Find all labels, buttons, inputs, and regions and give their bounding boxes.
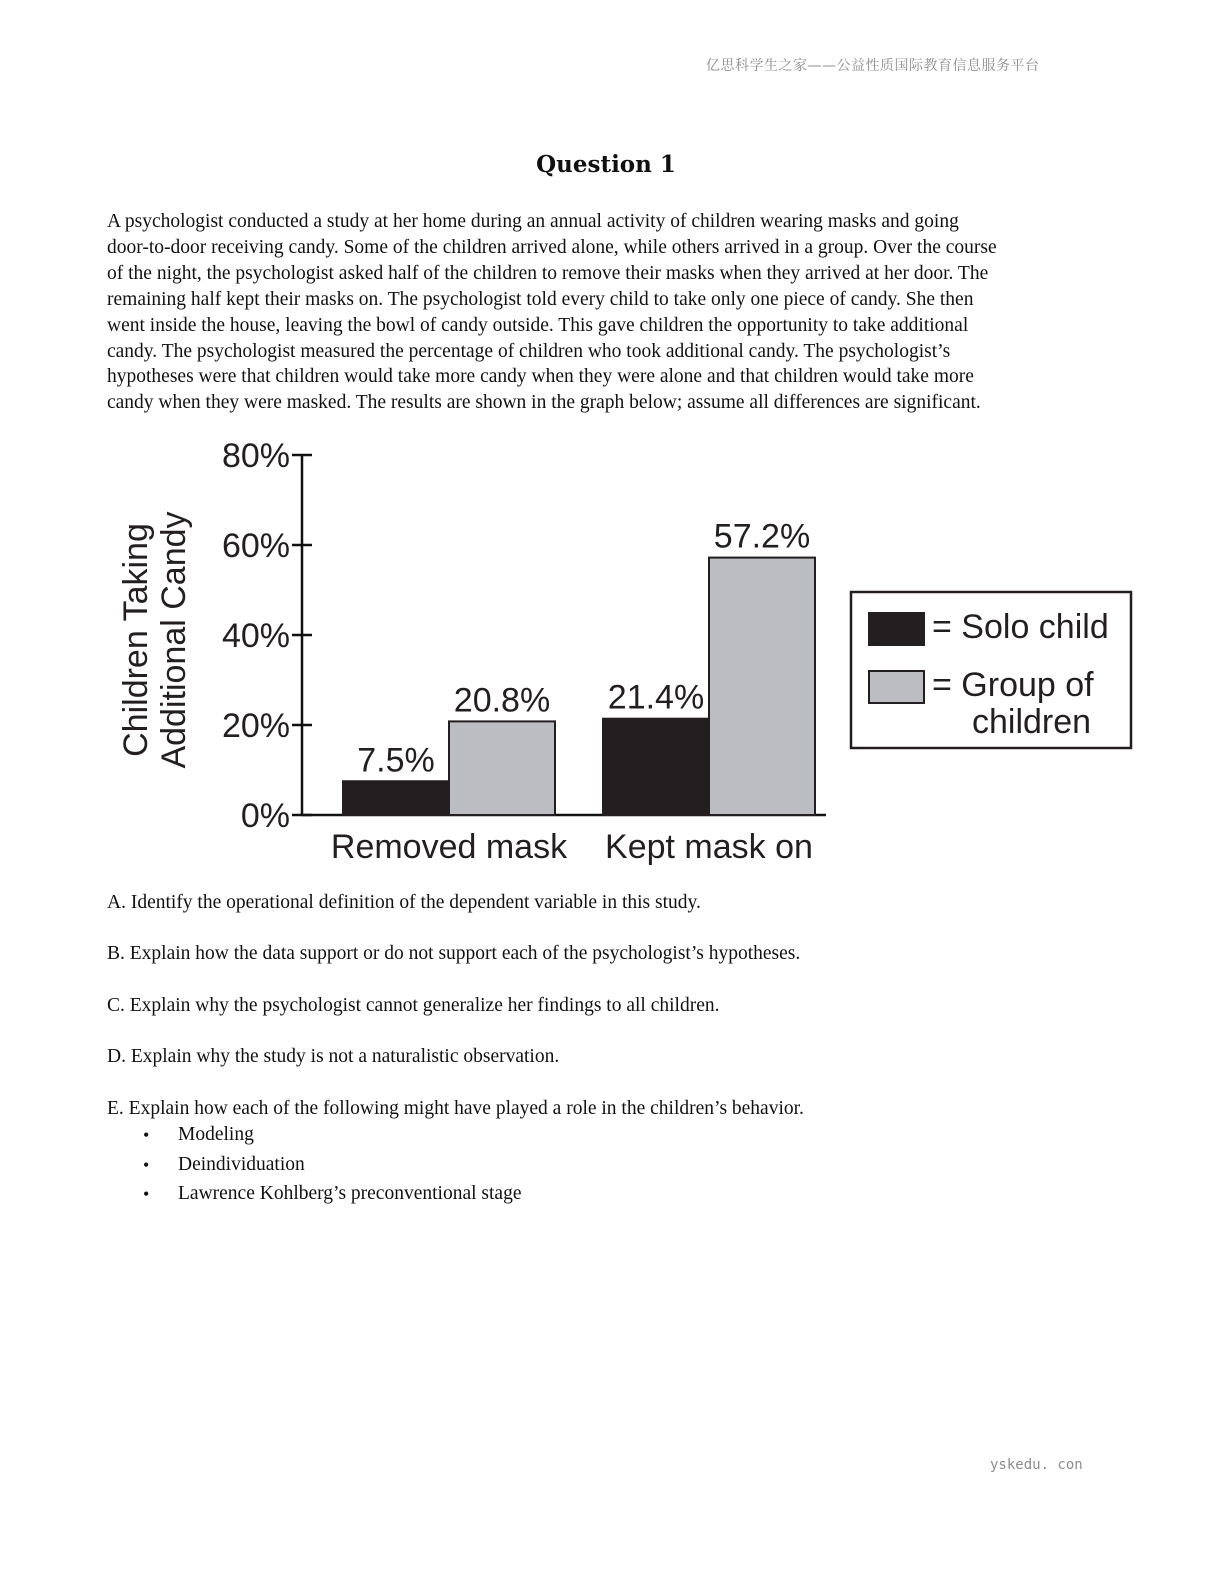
bar <box>709 558 815 815</box>
legend-swatch <box>869 613 924 645</box>
legend-label: = Group of <box>932 666 1094 704</box>
part-b: B. Explain how the data support or do not support each of the psychologist’s hypotheses. <box>107 943 801 964</box>
header-site-text: 亿思科学生之家——公益性质国际教育信息服务平台 <box>706 58 1040 74</box>
part-e: E. Explain how each of the following might have played a role in the children’s behavior. <box>107 1098 804 1119</box>
paragraph-line: remaining half kept their masks on. The psychologist told every child to take only one piece of candy. She then <box>107 288 974 310</box>
paragraph-line: hypotheses were that children would take more candy when they were alone and that children would take more <box>107 366 974 388</box>
part-c: C. Explain why the psychologist cannot generalize her findings to all children. <box>107 995 720 1016</box>
bullet-icon: • <box>143 1125 150 1145</box>
y-axis-label: Children Taking <box>117 523 155 757</box>
bar-data-label: 57.2% <box>713 517 811 556</box>
bar-data-label: 20.8% <box>453 681 551 720</box>
y-tick-label: 80% <box>221 437 290 475</box>
paragraph-line: candy. The psychologist measured the percentage of children who took additional candy. The psychologist’s <box>107 340 951 362</box>
question-title: Question 1 <box>536 151 676 178</box>
legend-swatch <box>869 671 924 703</box>
bullet-item: Modeling <box>178 1124 254 1145</box>
bar-data-label: 21.4% <box>607 678 705 717</box>
bullet-icon: • <box>143 1184 150 1204</box>
paragraph-line: door-to-door receiving candy. Some of the children arrived alone, while others arrived in a group. Over the course <box>107 236 997 258</box>
part-d: D. Explain why the study is not a naturalistic observation. <box>107 1046 560 1067</box>
bullet-item: Lawrence Kohlberg’s preconventional stage <box>178 1183 522 1204</box>
y-tick-label: 60% <box>221 527 290 565</box>
y-axis-label: Additional Candy <box>155 511 193 769</box>
legend-label: = Solo child <box>932 608 1109 646</box>
paragraph-line: candy when they were masked. The results are shown in the graph below; assume all differences are significant. <box>107 392 981 414</box>
paragraph-line: A psychologist conducted a study at her home during an annual activity of children wearing masks and going <box>107 211 959 232</box>
footer-site-text: yskedu. con <box>990 1457 1083 1473</box>
legend-label: children <box>972 703 1092 741</box>
bar <box>603 719 709 815</box>
y-tick-label: 40% <box>221 617 290 655</box>
y-tick-label: 0% <box>240 797 290 835</box>
y-tick-label: 20% <box>221 707 290 745</box>
x-category-label: Removed mask <box>330 828 568 866</box>
bullet-icon: • <box>143 1155 150 1175</box>
bar <box>343 781 449 815</box>
paragraph-line: of the night, the psychologist asked half of the children to remove their masks when they arrived at her door. The <box>107 262 989 284</box>
paragraph-line: went inside the house, leaving the bowl of candy outside. This gave children the opportunity to take additional <box>107 314 969 336</box>
part-a: A. Identify the operational definition of the dependent variable in this study. <box>107 892 701 913</box>
bar-data-label: 7.5% <box>357 741 435 780</box>
bullet-item: Deindividuation <box>178 1154 305 1175</box>
x-category-label: Kept mask on <box>605 828 813 866</box>
bar <box>449 721 555 815</box>
